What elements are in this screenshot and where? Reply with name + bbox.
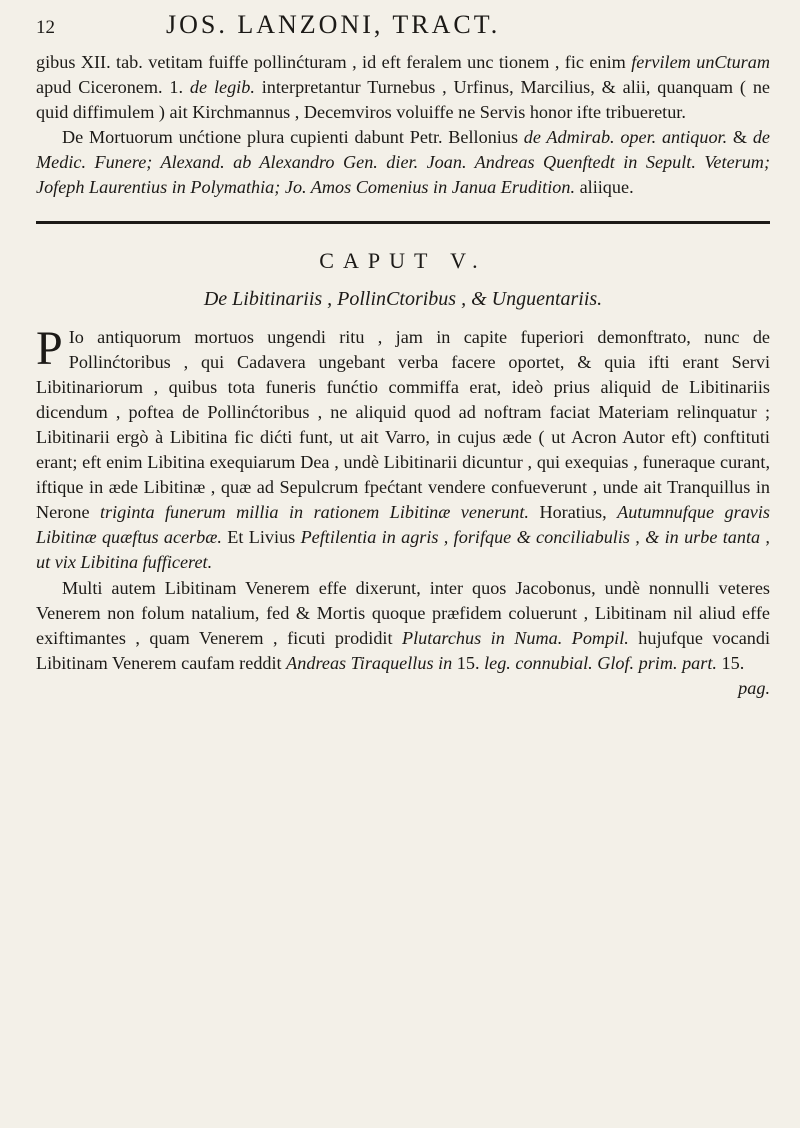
text-run: & (727, 127, 753, 148)
text-run: 15. (716, 652, 745, 673)
text-run: Multi autem Libitinam Venerem effe dixerunt, inter quos Jacobonus, undè nonnulli veteres Venerem non folum natalium, fed & Mortis quoque præfidem coluerunt , Libitinam nil aliud effe exiftimantes , quam Venerem , ficuti prodidit (36, 577, 770, 648)
chapter-subtitle: De Libitinariis , PollinCtoribus , & Unguentariis. (203, 287, 603, 310)
body-paragraph-1-text (36, 321, 770, 573)
catchword (36, 676, 770, 701)
text-run: Et Livius (221, 527, 301, 548)
running-head: JOS. LANZONI, TRACT. (166, 10, 501, 39)
body-paragraph-1 (36, 321, 770, 576)
section-rule (36, 221, 770, 224)
italic-run: Peftilentia in agris , forifque & conciliabulis , & in urbe tanta , ut vix Libitina fufficeret. (36, 527, 770, 573)
text-run: hujufque vocandi Libitinam Venerem caufam reddit (36, 627, 771, 673)
text-run: De Mortuorum unćtione plura cupienti dabunt Petr. Bellonius (62, 127, 524, 148)
italic-run: Autumnufque gravis Libitinæ quæftus acerbæ. (36, 502, 770, 548)
mortuorum-paragraph (36, 125, 770, 200)
text-run: gibus XII. tab. vetitam fuiffe pollinćturam , id eft feralem unc tionem , fic enim (36, 52, 632, 72)
italic-run: Andreas Tiraquellus in (286, 652, 453, 673)
continuation-paragraph (36, 50, 770, 125)
drop-cap: P (36, 321, 63, 375)
chapter-title: CAPUT V. (319, 247, 487, 273)
italic-run: de legib. (189, 77, 255, 98)
text-run: aliique. (575, 177, 634, 198)
italic-run: Plutarchus in Numa. Pompil. (402, 627, 629, 648)
italic-run: de Medic. Funere; Alexand. ab Alexandro Gen. dier. Joan. Andreas Quenftedt in Sepult. Veterum; Jofeph Laurentius in Polymathia; Jo. Amos Comenius in Janua Erudition. (36, 127, 770, 198)
body-paragraph-2 (36, 576, 770, 676)
page-header (36, 10, 770, 50)
catchword-text: pag. (738, 677, 770, 698)
book-page (36, 10, 770, 1120)
italic-run: fervilem unCturam (631, 52, 770, 72)
page-number: 12 (36, 17, 55, 38)
italic-run: triginta funerum millia in rationem Libitinæ venerunt. (99, 502, 529, 523)
text-run: 15. (452, 652, 485, 673)
italic-run: leg. connubial. Glof. prim. part. (484, 652, 717, 673)
text-run: apud Ciceronem. 1. (36, 77, 190, 98)
text-run: Horatius, (528, 502, 618, 523)
italic-run: de Admirab. oper. antiquor. (523, 127, 728, 148)
text-run: interpretantur Turnebus , Urfinus, Marcilius, & alii, quanquam ( ne quid diffimulem ) ait Kirchmannus , Decemviros voluiffe ne Servis honor ifte tribueretur. (36, 77, 770, 123)
text-run: Io antiquorum mortuos ungendi ritu , jam in capite fuperiori demonftrato, nunc de Pollinćtoribus , qui Cadavera ungebant verba facere oportet, & quia ifti erant Servi Libitinariorum , quibus tota funeris funćtio commiffa erat, ideò prius aliquid de Libitinariis dicendum , poftea de Pollinćtoribus , ne aliquid quod ad noftram faciat Materiam relinquatur ; Libitinarii ergò à Libitina fic dićti funt, ut ait Varro, in cujus æde ( ut Acron Autor eft) conftituti erant; eft enim Libitina exequiarum Dea , undè Libitinarii dicuntur , qui exequias , funeraque curant, iftique in æde Libitinæ , quæ ad Sepulcrum fpećtant vendere confueverunt , unde ait Tranquillus in Nerone (36, 326, 770, 523)
